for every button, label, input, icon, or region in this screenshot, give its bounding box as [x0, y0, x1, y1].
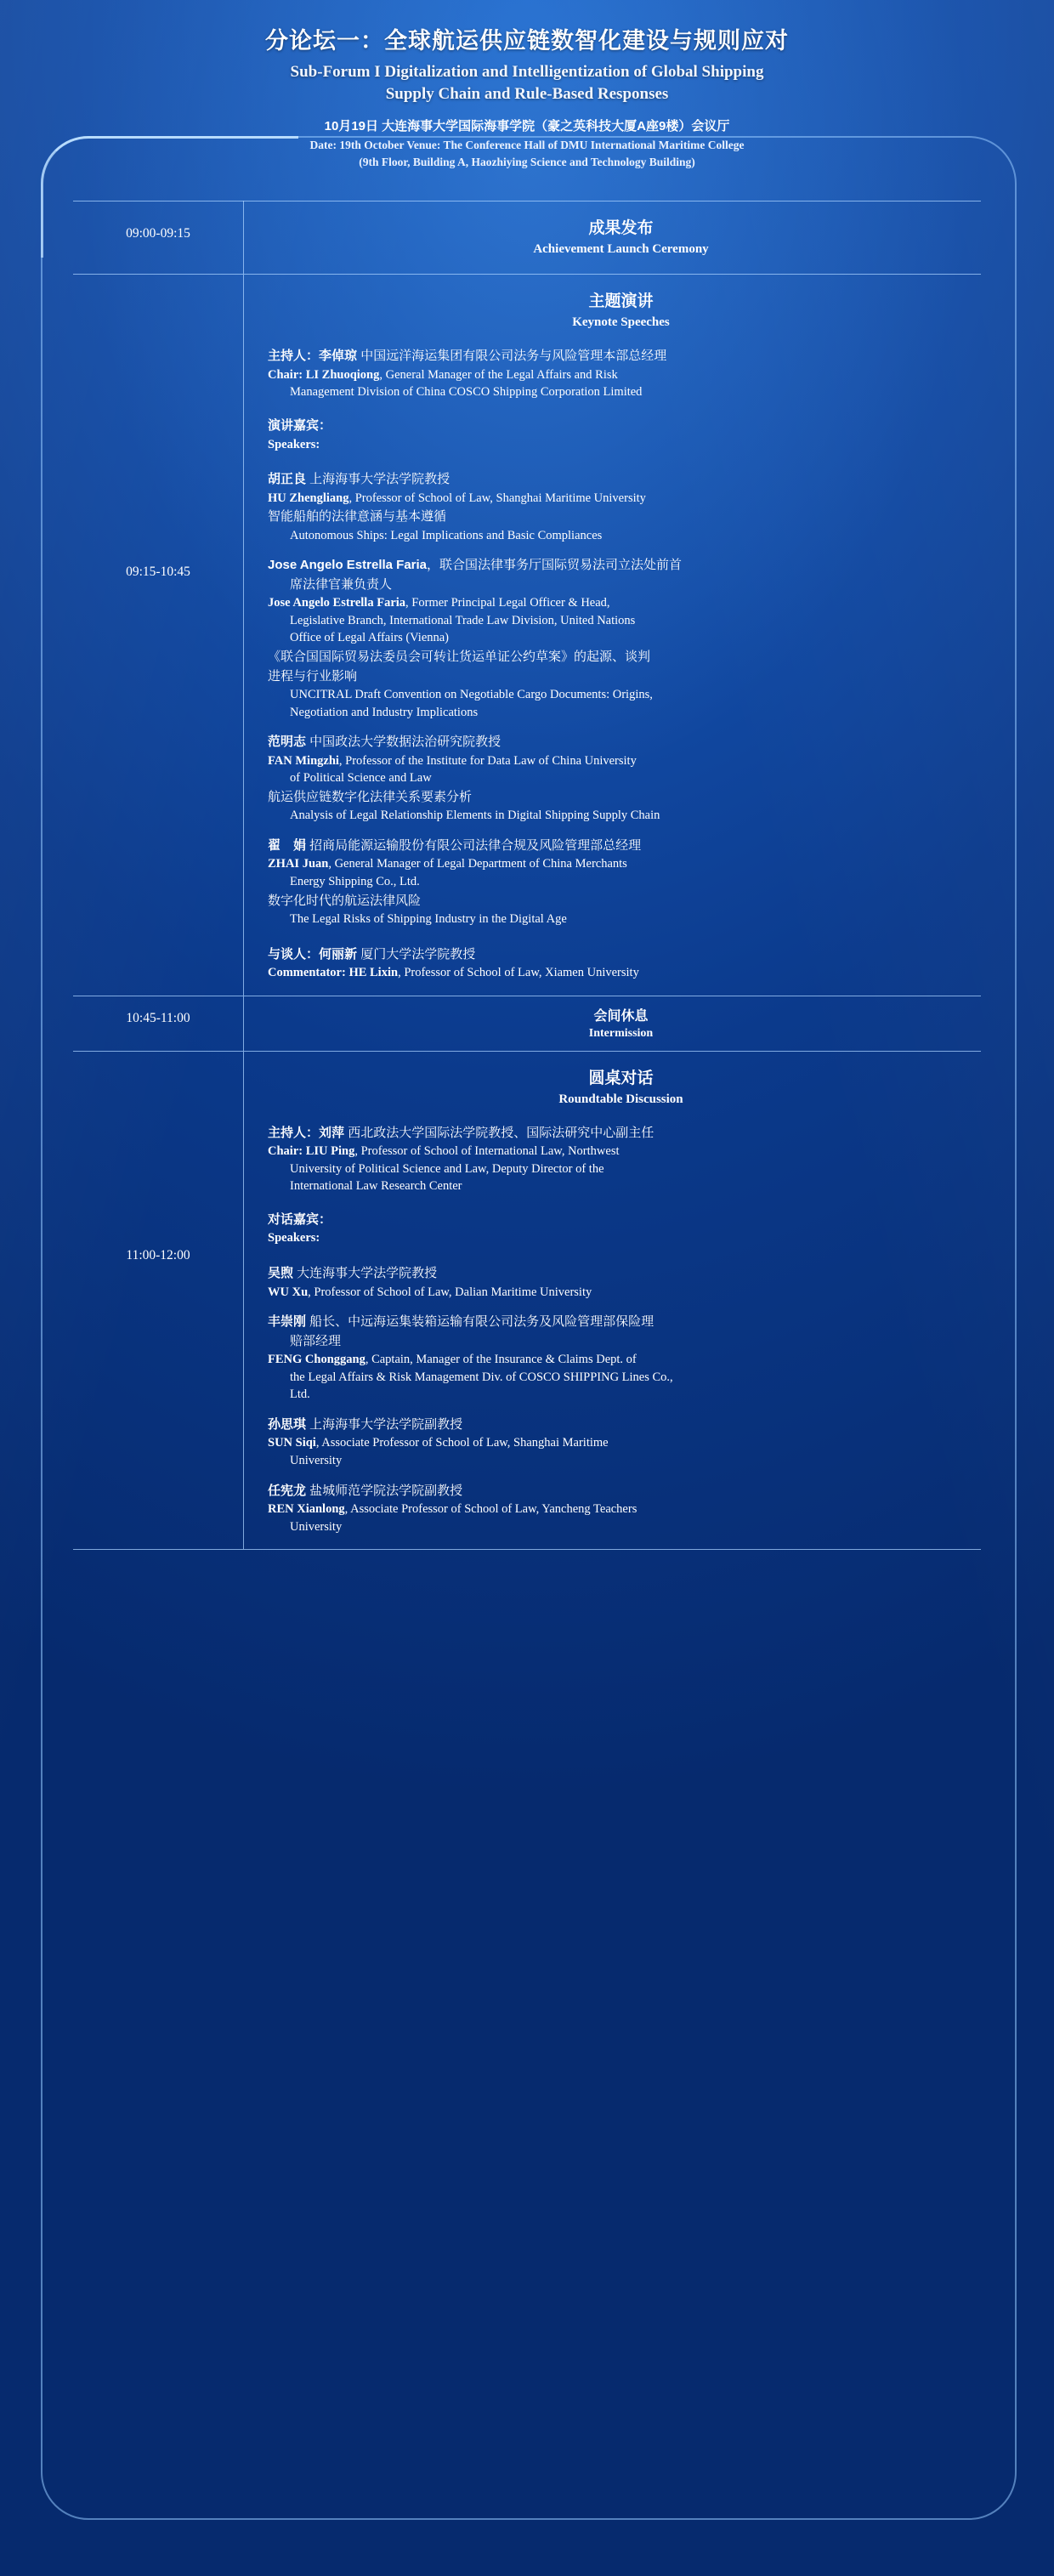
- session-title-cn: 主题演讲: [588, 292, 654, 311]
- speakers-label: 演讲嘉宾： Speakers:: [268, 418, 332, 451]
- session-time-2: 09:15-10:45: [73, 275, 244, 996]
- table-row: [73, 275, 981, 996]
- table-row: [73, 1051, 981, 1549]
- session-title-en: Intermission: [588, 1026, 654, 1040]
- speaker-item: 任宪龙 盐城师范学院法学院副教授 REN Xianlong, Associate Professor of School of Law, Yancheng Teachers University: [268, 1483, 638, 1534]
- venue-cn: 10月19日 大连海事大学国际海事学院（豪之英科技大厦A座9楼）会议厅: [324, 119, 730, 134]
- session-content-4: [244, 1051, 982, 1549]
- session-time-1: 09:00-09:15: [73, 201, 244, 275]
- session-content-2: [244, 275, 982, 996]
- speaker-item: 胡正良 上海海事大学法学院教授 HU Zhengliang, Professor of School of Law, Shanghai Maritime University 智能船舶的法律意涵与基本遵循 Autonomous Ships: Legal Implications and Basic Compliances: [268, 472, 646, 542]
- table-row: [73, 201, 981, 275]
- commentator-block: 与谈人：何丽新 厦门大学法学院教授 Commentator: HE Lixin, Professor of School of Law, Xiamen University: [268, 946, 639, 980]
- speaker-item: 范明志 中国政法大学数据法治研究院教授 FAN Mingzhi, Professor of the Institute for Data Law of China University of Political Science and Law 航运供应链数字化法律关系要素分析 Analysis of Legal Relationship Elements in Digital Shipping Supply Chain: [268, 735, 660, 823]
- speaker-item: 翟 娟 招商局能源运输股份有限公司法律合规及风险管理部总经理 ZHAI Juan, General Manager of Legal Department of China Merchants Energy Shipping Co., Ltd. 数字化时代的航运法律风险 The Legal Risks of Shipping Industry in the Digital Age: [268, 837, 642, 927]
- chair-block: [268, 347, 974, 401]
- chair-cn: 主持人：李倬琼 中国远洋海运集团有限公司法务与风险管理本部总经理: [268, 349, 667, 364]
- session-content-1: [244, 201, 982, 275]
- session-title-en: Keynote Speeches: [572, 315, 670, 330]
- session-title-cn: 圆桌对话: [588, 1069, 654, 1087]
- venue-en-line1: Date: 19th October Venue: The Conference Hall of DMU International Maritime College: [309, 139, 745, 152]
- session-title-en: Achievement Launch Ceremony: [533, 242, 709, 257]
- speaker-item: 丰崇刚 船长、中远海运集装箱运输有限公司法务及风险管理部保险理 赔部经理 FENG Chonggang, Captain, Manager of the Insurance & Claims Dept. of the Legal Affairs & Risk Management Div. of COSCO SHIPPING Lines Co., Ltd.: [268, 1314, 673, 1402]
- session-title-cn: 成果发布: [588, 219, 654, 238]
- speaker-item: Jose Angelo Estrella Faria，联合国法律事务厅国际贸易法司立法处前首 席法律官兼负责人 Jose Angelo Estrella Faria, Former Principal Legal Officer & Head, Legislative Branch, International Trade Law Division, United Nations Office of Legal Affairs (Vienna) 《联合国国际贸易法委员会可转让货运单证公约草案》的起源、谈判 进程与行业影响 UNCITRAL Draft Convention on Negotiable Cargo Documents: Origins, Negotiation and Industry Implications: [268, 558, 683, 719]
- agenda-table: [73, 201, 981, 1552]
- table-row-end: [73, 1550, 981, 1552]
- session-time-4: 11:00-12:00: [73, 1051, 244, 1549]
- speaker-item: 吴煦 大连海事大学法学院教授 WU Xu, Professor of School of Law, Dalian Maritime University: [268, 1266, 592, 1299]
- session-content-3: [244, 996, 982, 1051]
- chair-en: Chair: LI Zhuoqiong, General Manager of the Legal Affairs and Risk: [268, 367, 618, 382]
- table-row: [73, 996, 981, 1051]
- session-title-cn: 会间休息: [593, 1008, 649, 1024]
- chair-en-cont: Management Division of China COSCO Shipping Corporation Limited: [290, 385, 643, 400]
- venue-en: [51, 137, 1003, 170]
- forum-title-en: [51, 61, 1003, 105]
- session-time-3: 10:45-11:00: [73, 996, 244, 1051]
- chair-en: Chair: LIU Ping, Professor of School of International Law, Northwest: [268, 1144, 620, 1159]
- forum-title-en-line2: Supply Chain and Rule-Based Responses: [385, 84, 669, 103]
- speakers-label: 对话嘉宾： Speakers:: [268, 1211, 332, 1245]
- chair-cn: 主持人：刘萍 西北政法大学国际法学院教授、国际法研究中心副主任: [268, 1125, 654, 1140]
- chair-block: 主持人：刘萍 西北政法大学国际法学院教授、国际法研究中心副主任 Chair: LIU Ping, Professor of School of International Law, Northwest University of Political Science and Law, Deputy Director of the International Law Research Center: [268, 1124, 974, 1195]
- page-header: [0, 0, 1054, 170]
- venue-en-line2: (9th Floor, Building A, Haozhiying Science and Technology Building): [359, 155, 695, 168]
- forum-title-en-line1: Sub-Forum I Digitalization and Intelligentization of Global Shipping: [290, 63, 764, 81]
- speaker-item: 孙思琪 上海海事大学法学院副教授 SUN Siqi, Associate Professor of School of Law, Shanghai Maritime University: [268, 1416, 609, 1467]
- session-title-en: Roundtable Discussion: [558, 1092, 683, 1106]
- forum-title-cn: 分论坛一：全球航运供应链数智化建设与规则应对: [265, 28, 789, 54]
